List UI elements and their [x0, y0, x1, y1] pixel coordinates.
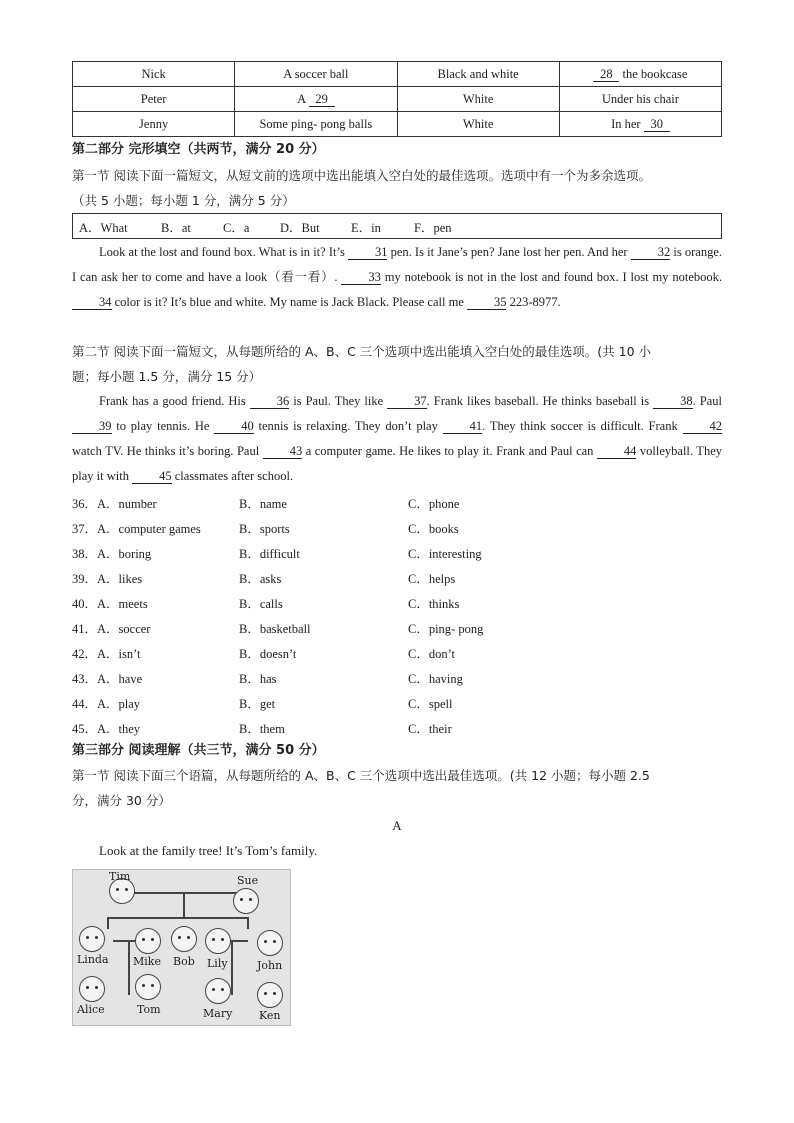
question-option: 36．A．number	[72, 497, 157, 511]
john-face-icon	[257, 930, 283, 956]
linda-face-icon	[79, 926, 105, 952]
option-f: F．pen	[414, 221, 452, 235]
question-option: C．books	[408, 522, 459, 536]
part2-sec2-instruction-2: 题；每小题 1.5 分，满分 15 分）	[72, 369, 262, 384]
table-row	[73, 87, 722, 112]
blank-37: 37	[387, 395, 427, 409]
lost-found-table	[72, 61, 722, 137]
tree-name-lily: Lily	[207, 957, 228, 970]
table-cell: In her 30	[559, 112, 721, 137]
table-cell: Peter	[73, 87, 235, 112]
tree-name-alice: Alice	[77, 1003, 105, 1016]
question-option: B．asks	[239, 572, 282, 586]
option-a: A．What	[79, 221, 128, 235]
question-option: 38．A．boring	[72, 547, 152, 561]
tree-name-linda: Linda	[77, 953, 109, 966]
part3-title: 第三部分 阅读理解（共三节，满分 50 分）	[72, 743, 325, 758]
question-option: B．difficult	[239, 547, 300, 561]
part2-sec1-instruction-2: （共 5 小题；每小题 1 分，满分 5 分）	[72, 193, 295, 208]
blank-36: 36	[250, 395, 290, 409]
blank-30: 30	[644, 118, 670, 132]
question-option: C．interesting	[408, 547, 482, 561]
mary-face-icon	[205, 978, 231, 1004]
table-cell: Black and white	[397, 62, 559, 87]
option-e: E．in	[351, 221, 381, 235]
question-option: 41．A．soccer	[72, 622, 151, 636]
blank-42: 42	[683, 420, 723, 434]
table-cell: Some ping- pong balls	[235, 112, 397, 137]
tree-name-john: John	[257, 959, 283, 972]
cloze-passage-1: Look at the lost and found box. What is in it? It’s 31 pen. Is it Jane’s pen? Jane lost her pen. And her 32 is orange. I can ask her to come and have a look（看一看）. 33 my notebook is not in the lost and found box. I lost my notebook. 34 color is it? It’s blue and white. My name is Jack Black. Please call me 35 223-8977.	[72, 245, 722, 309]
table-row	[73, 62, 722, 87]
sue-face-icon	[233, 888, 259, 914]
alice-face-icon	[79, 976, 105, 1002]
blank-40: 40	[214, 420, 254, 434]
blank-43: 43	[263, 445, 303, 459]
part2-sec1-instruction: 第一节 阅读下面一篇短文，从短文前的选项中选出能填入空白处的最佳选项。选项中有一个为多余选项。	[72, 168, 651, 183]
option-c: C．a	[223, 221, 250, 235]
blank-45: 45	[132, 470, 172, 484]
lily-face-icon	[205, 928, 231, 954]
question-option: C．having	[408, 672, 463, 686]
option-b: B．at	[161, 221, 191, 235]
tree-name-tom: Tom	[137, 1003, 161, 1016]
blank-35: 35	[467, 296, 507, 310]
blank-32: 32	[631, 246, 671, 260]
cloze-passage-2: Frank has a good friend. His 36 is Paul. They like 37. Frank likes baseball. He thinks baseball is 38. Paul 39 to play tennis. He 40 tennis is relaxing. They don’t play 41. They think soccer is difficult. Frank 42 watch TV. He thinks it’s boring. Paul 43 a computer game. He likes to play it. Frank and Paul can 44 volleyball. They play it with 45 classmates after school.	[72, 394, 722, 483]
blank-41: 41	[443, 420, 483, 434]
table-cell: White	[397, 87, 559, 112]
tree-name-tim: Tim	[109, 870, 131, 883]
blank-31: 31	[348, 246, 388, 260]
passage-label-a: A	[392, 818, 402, 833]
tree-name-mary: Mary	[203, 1007, 233, 1020]
blank-34: 34	[72, 296, 112, 310]
option-d: D．But	[280, 221, 320, 235]
bob-face-icon	[171, 926, 197, 952]
table-cell: A 29	[235, 87, 397, 112]
question-option: B．doesn’t	[239, 647, 297, 661]
question-option: 39．A．likes	[72, 572, 143, 586]
part3-sec1-instruction: 第一节 阅读下面三个语篇，从每题所给的 A、B、C 三个选项中选出最佳选项。(共 12 小题；每小题 2.5	[72, 768, 650, 783]
table-cell: White	[397, 112, 559, 137]
part2-title: 第二部分 完形填空（共两节，满分 20 分）	[72, 142, 325, 157]
family-tree-image	[72, 869, 291, 1026]
question-option: 37．A．computer games	[72, 522, 201, 536]
question-option: B．basketball	[239, 622, 311, 636]
blank-28: 28	[593, 68, 619, 82]
blank-39: 39	[72, 420, 112, 434]
table-cell: Jenny	[73, 112, 235, 137]
part3-sec1-instruction-2: 分，满分 30 分）	[72, 793, 171, 808]
table-row	[73, 112, 722, 137]
blank-44: 44	[597, 445, 637, 459]
table-cell: Nick	[73, 62, 235, 87]
ken-face-icon	[257, 982, 283, 1008]
question-option: B．has	[239, 672, 277, 686]
blank-38: 38	[653, 395, 693, 409]
question-option: C．spell	[408, 697, 453, 711]
part2-sec2-instruction: 第二节 阅读下面一篇短文，从每题所给的 A、B、C 三个选项中选出能填入空白处的最佳选项。(共 10 小	[72, 344, 652, 359]
blank-29: 29	[309, 93, 335, 107]
passage-a-intro: Look at the family tree! It’s Tom’s family.	[99, 843, 318, 858]
question-option: C．phone	[408, 497, 460, 511]
tree-name-sue: Sue	[237, 874, 259, 887]
option-box	[72, 213, 722, 239]
tree-name-bob: Bob	[173, 955, 195, 968]
question-option: B．sports	[239, 522, 290, 536]
question-option: B．name	[239, 497, 287, 511]
mike-face-icon	[135, 928, 161, 954]
question-option: C．helps	[408, 572, 456, 586]
question-option: 45．A．they	[72, 722, 141, 736]
question-option: B．calls	[239, 597, 283, 611]
question-option: 44．A．play	[72, 697, 141, 711]
tree-name-ken: Ken	[259, 1009, 281, 1022]
table-cell: 28 the bookcase	[559, 62, 721, 87]
question-option: C．their	[408, 722, 452, 736]
question-option: B．them	[239, 722, 285, 736]
tree-name-mike: Mike	[133, 955, 161, 968]
question-option: 40．A．meets	[72, 597, 148, 611]
question-option: C．thinks	[408, 597, 460, 611]
question-option: 43．A．have	[72, 672, 143, 686]
blank-33: 33	[341, 271, 381, 285]
question-option: C．don’t	[408, 647, 455, 661]
tom-face-icon	[135, 974, 161, 1000]
question-option: 42．A．isn’t	[72, 647, 141, 661]
question-option: B．get	[239, 697, 276, 711]
table-cell: Under his chair	[559, 87, 721, 112]
question-option: C．ping- pong	[408, 622, 484, 636]
table-cell: A soccer ball	[235, 62, 397, 87]
